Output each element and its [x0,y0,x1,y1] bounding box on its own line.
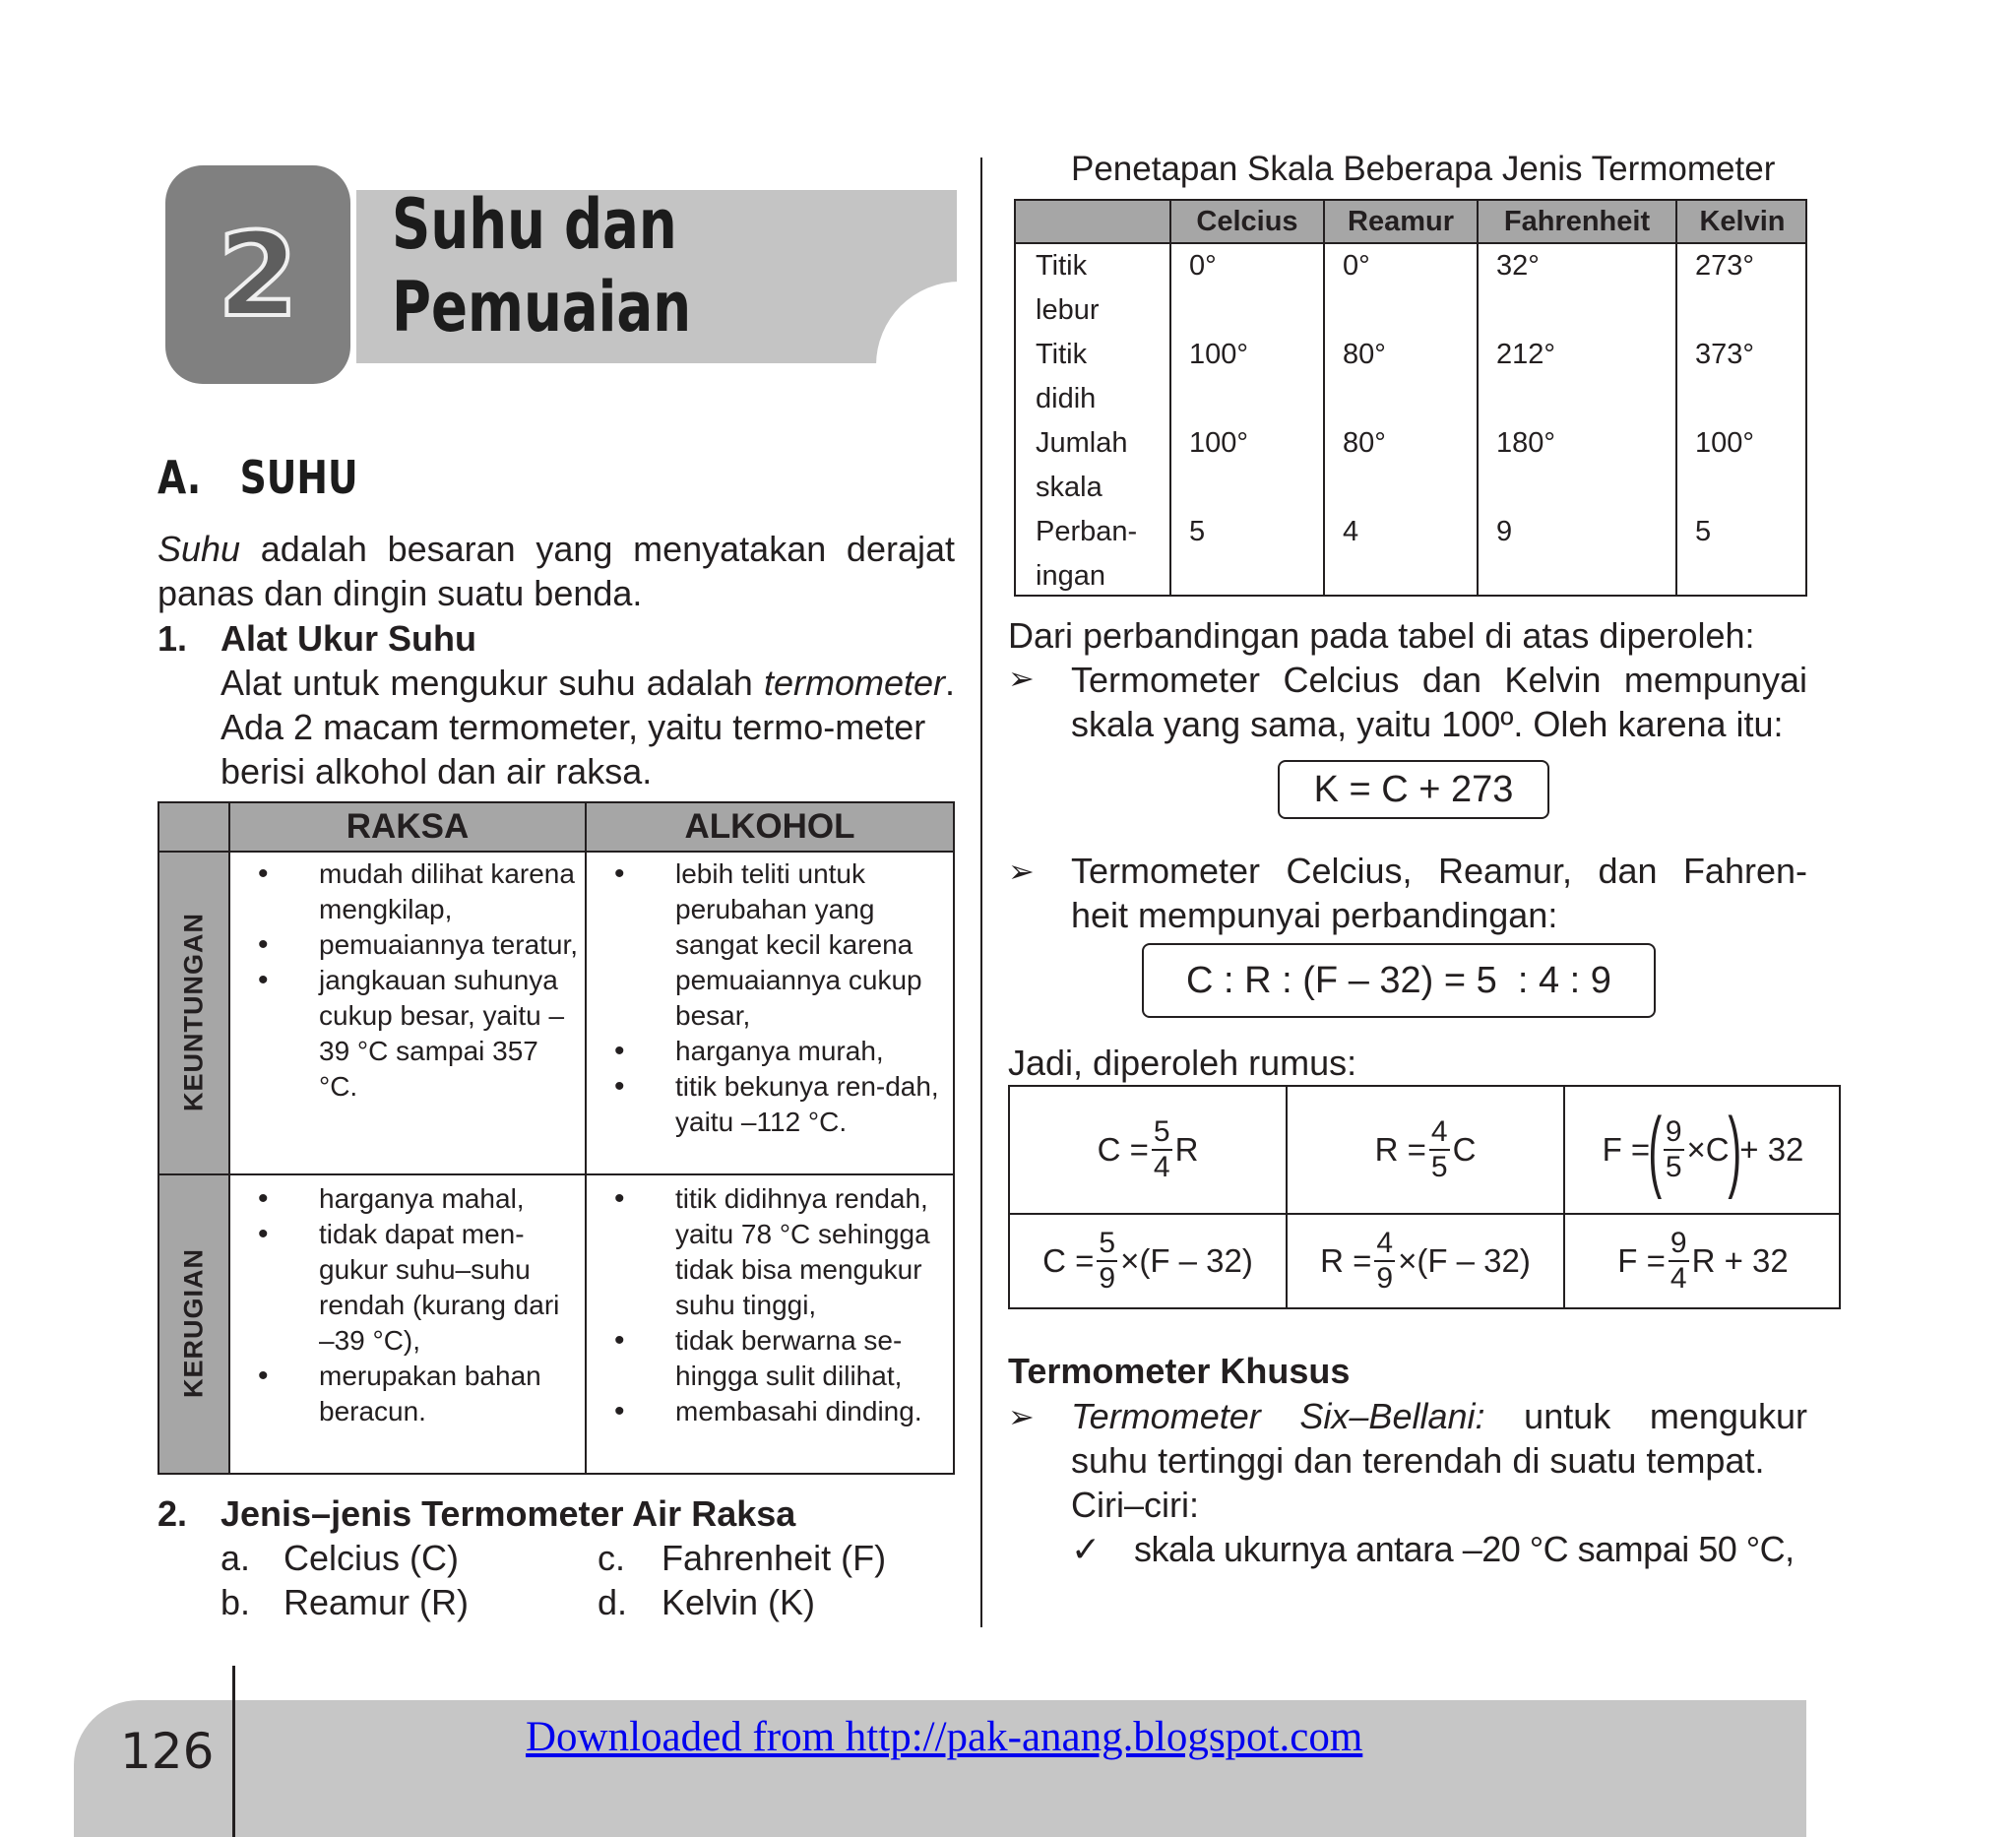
formula-r-from-f [1288,1215,1563,1307]
bullet2-line2: heit mempunyai perbandingan: [1071,895,1558,935]
khusus-term: Termometer Six–Bellani: [1071,1396,1485,1436]
table-cell: 32° [1496,250,1540,282]
fraction-num: 5 [1152,1115,1172,1151]
formula-lhs: R = [1374,1131,1426,1168]
check-icon: ✓ [1071,1529,1102,1569]
formula-c-from-r [1010,1087,1286,1213]
item2-a-label: a. [220,1538,251,1578]
item2-d-text: Kelvin (K) [662,1582,816,1622]
chapter-title-line1: Suhu dan [392,184,677,265]
item1-line1 [220,661,955,705]
fraction-num: 9 [1669,1227,1689,1262]
formula-rhs: ×(F – 32) [1398,1242,1531,1279]
khusus-line2: suhu tertinggi dan terendah di suatu tempat. [1071,1440,1765,1481]
col-header-raksa: RAKSA [346,807,470,846]
list-item: • titik bekunya ren-dah, yaitu –112 °C. [593,1069,945,1140]
item2-b-label: b. [220,1582,251,1622]
fraction-num: 4 [1429,1115,1450,1151]
row-label-line1: Jumlah [1036,427,1128,459]
fraction-den: 5 [1430,1151,1448,1183]
khusus-line1 [1071,1394,1807,1438]
row-label-kerugian: KERUGIAN [178,1247,209,1399]
formula-lhs: C = [1097,1131,1149,1168]
chapter-number: 2 [217,207,299,343]
derived-intro: Dari perbandingan pada tabel di atas diperoleh: [1008,615,1755,656]
list-item: • lebih teliti untuk perubahan yang sangat kecil karena pemuaiannya cukup besar, [593,856,945,1034]
table-cell: 5 [1695,516,1712,547]
formula-rhs: C [1452,1131,1477,1168]
row-label-keuntungan: KEUNTUNGAN [178,913,209,1111]
table-cell: 0° [1189,250,1217,282]
fraction-num: 9 [1664,1115,1684,1151]
scale-table [1014,199,1807,597]
col-header-fahrenheit: Fahrenheit [1503,205,1651,237]
list-item: • merupakan bahan beracun. [236,1359,581,1429]
table-rule [585,803,587,1473]
row-label [1036,510,1137,599]
item2-c-label: c. [598,1538,626,1578]
row-label [1036,333,1096,421]
table-cell: 4 [1343,516,1359,547]
table-rule [1477,201,1479,595]
column-divider [980,158,982,1627]
col-header-reamur: Reamur [1348,205,1454,237]
scale-table-caption: Penetapan Skala Beberapa Jenis Termometer [1071,150,1776,188]
table-rule [159,851,953,853]
row-label [1036,244,1100,333]
arrow-bullet-icon: ➢ [1008,661,1035,696]
table-cell: 5 [1189,516,1206,547]
table-rule [1016,242,1805,244]
item1-line3: berisi alkohol dan air raksa. [220,751,653,792]
bullet1-line1: Termometer Celcius dan Kelvin mempunyai [1071,660,1807,700]
item1-line1-post: . [944,663,955,703]
table-cell: 9 [1496,516,1513,547]
arrow-bullet-icon: ➢ [1008,854,1035,889]
formula-inner: ×C [1686,1131,1730,1168]
item1-title: Alat Ukur Suhu [220,618,477,659]
footer-divider [232,1666,235,1837]
list-item: • jangkauan suhunya cukup besar, yaitu –39 °C sampai 357 °C. [236,963,581,1105]
formula-rhs: ×(F – 32) [1120,1242,1253,1279]
row-label-line1: Titik [1036,339,1088,370]
item2-number: 2. [158,1493,188,1534]
fraction-den: 9 [1376,1262,1394,1295]
fraction-den: 9 [1099,1262,1116,1295]
check-item-1: skala ukurnya antara –20 °C sampai 50 °C, [1134,1529,1795,1569]
fraction [1664,1115,1684,1184]
list-item: • harganya mahal, [236,1181,581,1217]
fraction [1429,1115,1450,1184]
item2-c-text: Fahrenheit (F) [662,1538,887,1578]
list-item: • mudah dilihat karena mengkilap, [236,856,581,927]
fraction-num: 5 [1097,1227,1117,1262]
formula-ratio: C : R : (F – 32) = 5 : 4 : 9 [1142,943,1656,1018]
fraction-den: 4 [1153,1151,1170,1183]
chapter-title [392,183,822,348]
item2-a-text: Celcius (C) [284,1538,460,1578]
row-label [1036,421,1128,510]
table-cell: 80° [1343,339,1386,370]
bullet1-line2: skala yang sama, yaitu 100º. Oleh karena itu: [1071,704,1784,744]
chapter-title-line2: Pemuaian [392,267,692,348]
intro-term: Suhu [158,529,241,569]
table-rule [228,803,230,1473]
row-label-line2: lebur [1036,294,1100,326]
formula-f-from-r [1565,1215,1841,1307]
intro-line2: panas dan dingin suatu benda. [158,573,643,613]
item2-b-text: Reamur (R) [284,1582,470,1622]
khusus-line1-text: untuk mengukur [1484,1396,1807,1436]
close-paren: ) [1728,1100,1741,1200]
jadi-line: Jadi, diperoleh rumus: [1008,1043,1357,1083]
table-cell: 100° [1695,427,1754,459]
row-label-line2: ingan [1036,560,1105,592]
table-rule [159,1173,953,1175]
khusus-heading: Termometer Khusus [1008,1351,1351,1391]
table-cell: 80° [1343,427,1386,459]
table-cell: 273° [1695,250,1754,282]
item1-line1-term: termometer [763,663,945,703]
cell-kerugian-raksa [236,1181,581,1429]
item2-title: Jenis–jenis Termometer Air Raksa [220,1493,796,1534]
formula-lhs: R = [1320,1242,1372,1279]
row-label-line1: Perban- [1036,516,1138,547]
formula-r-from-c [1288,1087,1563,1213]
fraction-den: 5 [1665,1151,1682,1183]
list-item: • titik didihnya rendah, yaitu 78 °C sehingga tidak bisa mengukur suhu tinggi, [593,1181,945,1323]
table-cell: 212° [1496,339,1555,370]
khusus-line3: Ciri–ciri: [1071,1485,1199,1525]
fraction [1669,1227,1689,1296]
formula-grid [1008,1085,1841,1309]
col-header-alkohol: ALKOHOL [684,807,855,846]
formula-lhs: F = [1617,1242,1666,1279]
fraction [1152,1115,1172,1184]
list-item: • membasahi dinding. [593,1394,945,1429]
cell-keuntungan-alkohol [593,856,945,1140]
table-cell: 100° [1189,427,1248,459]
formula-f-from-c [1565,1087,1841,1213]
formula-c-from-f [1010,1215,1286,1307]
formula-rhs: R + 32 [1691,1242,1789,1279]
col-header-kelvin: Kelvin [1699,205,1786,237]
intro-line1-text: adalah besaran yang menyatakan derajat [240,529,955,569]
col-header-celcius: Celcius [1196,205,1298,237]
table-cell: 180° [1496,427,1555,459]
row-label-line1: Titik [1036,250,1088,282]
table-rule [1675,201,1677,595]
formula-rhs: + 32 [1739,1131,1804,1168]
list-item: • tidak dapat men-gukur suhu–suhu rendah (kurang dari –39 °C), [236,1217,581,1359]
formula-lhs: F = [1602,1131,1651,1168]
item1-number: 1. [158,618,188,659]
formula-kelvin: K = C + 273 [1278,760,1549,819]
fraction-num: 4 [1374,1227,1395,1262]
open-paren: ( [1648,1100,1663,1200]
intro-line1 [158,527,955,571]
list-item: • pemuaiannya teratur, [236,927,581,963]
cell-keuntungan-raksa [236,856,581,1105]
chapter-number-box [165,165,350,384]
table-cell: 373° [1695,339,1754,370]
page-number: 126 [120,1723,215,1780]
list-item: • tidak berwarna se-hingga sulit dilihat, [593,1323,945,1394]
fraction [1097,1227,1117,1296]
item2-d-label: d. [598,1582,628,1622]
row-label-line2: skala [1036,472,1102,503]
bullet2-line1: Termometer Celcius, Reamur, dan Fahren- [1071,851,1807,891]
section-heading-suhu: A. SUHU [158,451,358,504]
table-cell: 100° [1189,339,1248,370]
formula-lhs: C = [1042,1242,1095,1279]
list-item: • harganya murah, [593,1034,945,1069]
row-label-line2: didih [1036,383,1097,414]
fraction [1374,1227,1395,1296]
table-rule [1323,201,1325,595]
formula-rhs: R [1174,1131,1199,1168]
item1-line1-pre: Alat untuk mengukur suhu adalah [220,663,764,703]
download-link[interactable]: Downloaded from http://pak-anang.blogspot.com [526,1714,1363,1760]
cell-kerugian-alkohol [593,1181,945,1429]
raksa-alkohol-table [158,801,955,1475]
item1-line2: Ada 2 macam termometer, yaitu termo-meter [220,707,926,747]
fraction-den: 4 [1670,1262,1687,1295]
arrow-bullet-icon: ➢ [1008,1399,1035,1434]
table-cell: 0° [1343,250,1370,282]
table-rule [1169,201,1171,595]
